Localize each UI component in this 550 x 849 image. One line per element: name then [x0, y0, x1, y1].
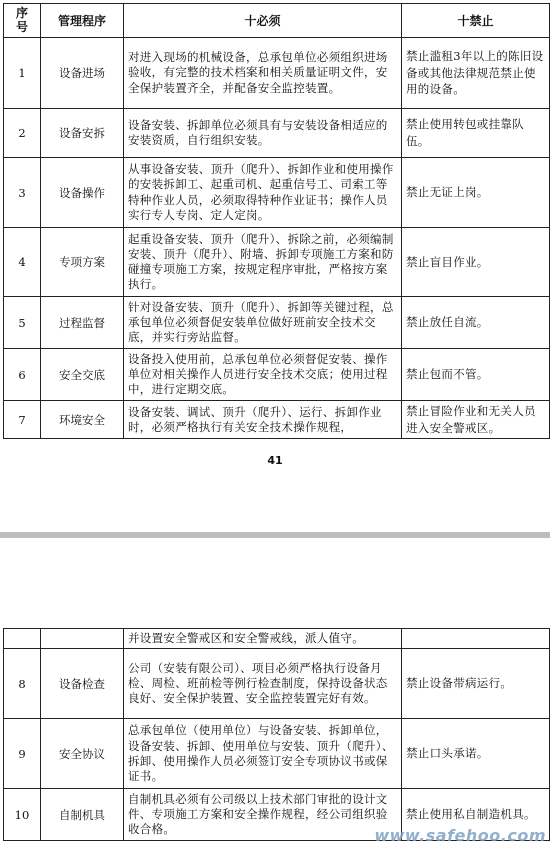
row-must: 设备投入使用前，总承包单位必须督促安装、操作单位对相关操作人员进行安全技术交底；使用过程中，进行定期交底。	[124, 349, 402, 401]
row-no: 8	[4, 649, 41, 719]
rules-table-page-41	[3, 3, 550, 439]
row-no	[4, 629, 41, 649]
table-row	[4, 649, 550, 719]
row-must: 并设置安全警戒区和安全警戒线，派人值守。	[124, 629, 402, 649]
header-area: 管理程序	[41, 4, 124, 38]
row-area: 自制机具	[41, 789, 124, 841]
row-forbid: 禁止口头承诺。	[402, 719, 550, 789]
row-must: 公司（安装有限公司）、项目必须严格执行设备月检、周检、班前检等例行检查制度，保持设备状态良好、安全保护装置、安全监控装置完好有效。	[124, 649, 402, 719]
table-row-continued	[4, 629, 550, 649]
table-row	[4, 401, 550, 439]
watermark-logo: www.safehoo.com	[374, 826, 546, 845]
table-row	[4, 719, 550, 789]
row-area: 安全协议	[41, 719, 124, 789]
row-area: 设备安拆	[41, 109, 124, 158]
row-area: 环境安全	[41, 401, 124, 439]
row-forbid: 禁止盲目作业。	[402, 228, 550, 297]
table-row	[4, 297, 550, 349]
row-no: 10	[4, 789, 41, 841]
rules-table-continued	[3, 628, 550, 841]
row-forbid: 禁止滥租3年以上的陈旧设备或其他法律规范禁止使用的设备。	[402, 38, 550, 109]
table-row	[4, 38, 550, 109]
row-area: 过程监督	[41, 297, 124, 349]
row-forbid	[402, 629, 550, 649]
page-divider	[0, 532, 550, 538]
row-area: 设备操作	[41, 158, 124, 228]
row-forbid: 禁止使用私自制造机具。	[402, 789, 550, 841]
row-forbid: 禁止无证上岗。	[402, 158, 550, 228]
table-row	[4, 349, 550, 401]
row-area	[41, 629, 124, 649]
row-no: 5	[4, 297, 41, 349]
page-number: 41	[267, 454, 283, 467]
row-no: 3	[4, 158, 41, 228]
row-forbid: 禁止包而不管。	[402, 349, 550, 401]
row-no: 6	[4, 349, 41, 401]
row-no: 7	[4, 401, 41, 439]
header-forbid: 十禁止	[402, 4, 550, 38]
row-no: 4	[4, 228, 41, 297]
row-forbid: 禁止使用转包或挂靠队伍。	[402, 109, 550, 158]
row-must: 从事设备安装、顶升（爬升）、拆卸作业和使用操作的安装拆卸工、起重司机、起重信号工、司索工等特种作业人员，必须取得特种作业证书；操作人员实行专人专岗、定人定岗。	[124, 158, 402, 228]
row-forbid: 禁止冒险作业和无关人员进入安全警戒区。	[402, 401, 550, 439]
row-area: 设备进场	[41, 38, 124, 109]
row-area: 安全交底	[41, 349, 124, 401]
row-must: 自制机具必须有公司级以上技术部门审批的设计文件、专项施工方案和安全操作规程，经公司组织验收合格。	[124, 789, 402, 841]
header-no: 序 号	[4, 4, 41, 38]
row-forbid: 禁止放任自流。	[402, 297, 550, 349]
row-no: 2	[4, 109, 41, 158]
table-row	[4, 109, 550, 158]
row-must: 设备安装、调试、顶升（爬升）、运行、拆卸作业时，必须严格执行有关安全技术操作规程，	[124, 401, 402, 439]
table-row	[4, 158, 550, 228]
table-header-row	[4, 4, 550, 38]
row-no: 1	[4, 38, 41, 109]
row-must: 针对设备安装、顶升（爬升）、拆卸等关键过程，总承包单位必须督促安装单位做好班前安全技术交底，并实行旁站监督。	[124, 297, 402, 349]
row-must: 起重设备安装、顶升（爬升）、拆除之前，必须编制安装、顶升（爬升）、附墙、拆卸专项施工方案和防碰撞专项施工方案，按规定程序审批，严格按方案执行。	[124, 228, 402, 297]
row-no: 9	[4, 719, 41, 789]
row-must: 设备安装、拆卸单位必须具有与安装设备相适应的安装资质，自行组织安装。	[124, 109, 402, 158]
header-must: 十必须	[124, 4, 402, 38]
row-forbid: 禁止设备带病运行。	[402, 649, 550, 719]
row-area: 专项方案	[41, 228, 124, 297]
row-must: 对进入现场的机械设备，总承包单位必须组织进场验收，有完整的技术档案和相关质量证明文件，安全保护装置齐全，并配备安全监控装置。	[124, 38, 402, 109]
row-must: 总承包单位（使用单位）与设备安装、拆卸单位，设备安装、拆卸、使用单位与安装、顶升（爬升）、拆卸、使用操作人员必须签订安全专项协议书或保证书。	[124, 719, 402, 789]
row-area: 设备检查	[41, 649, 124, 719]
table-row	[4, 228, 550, 297]
